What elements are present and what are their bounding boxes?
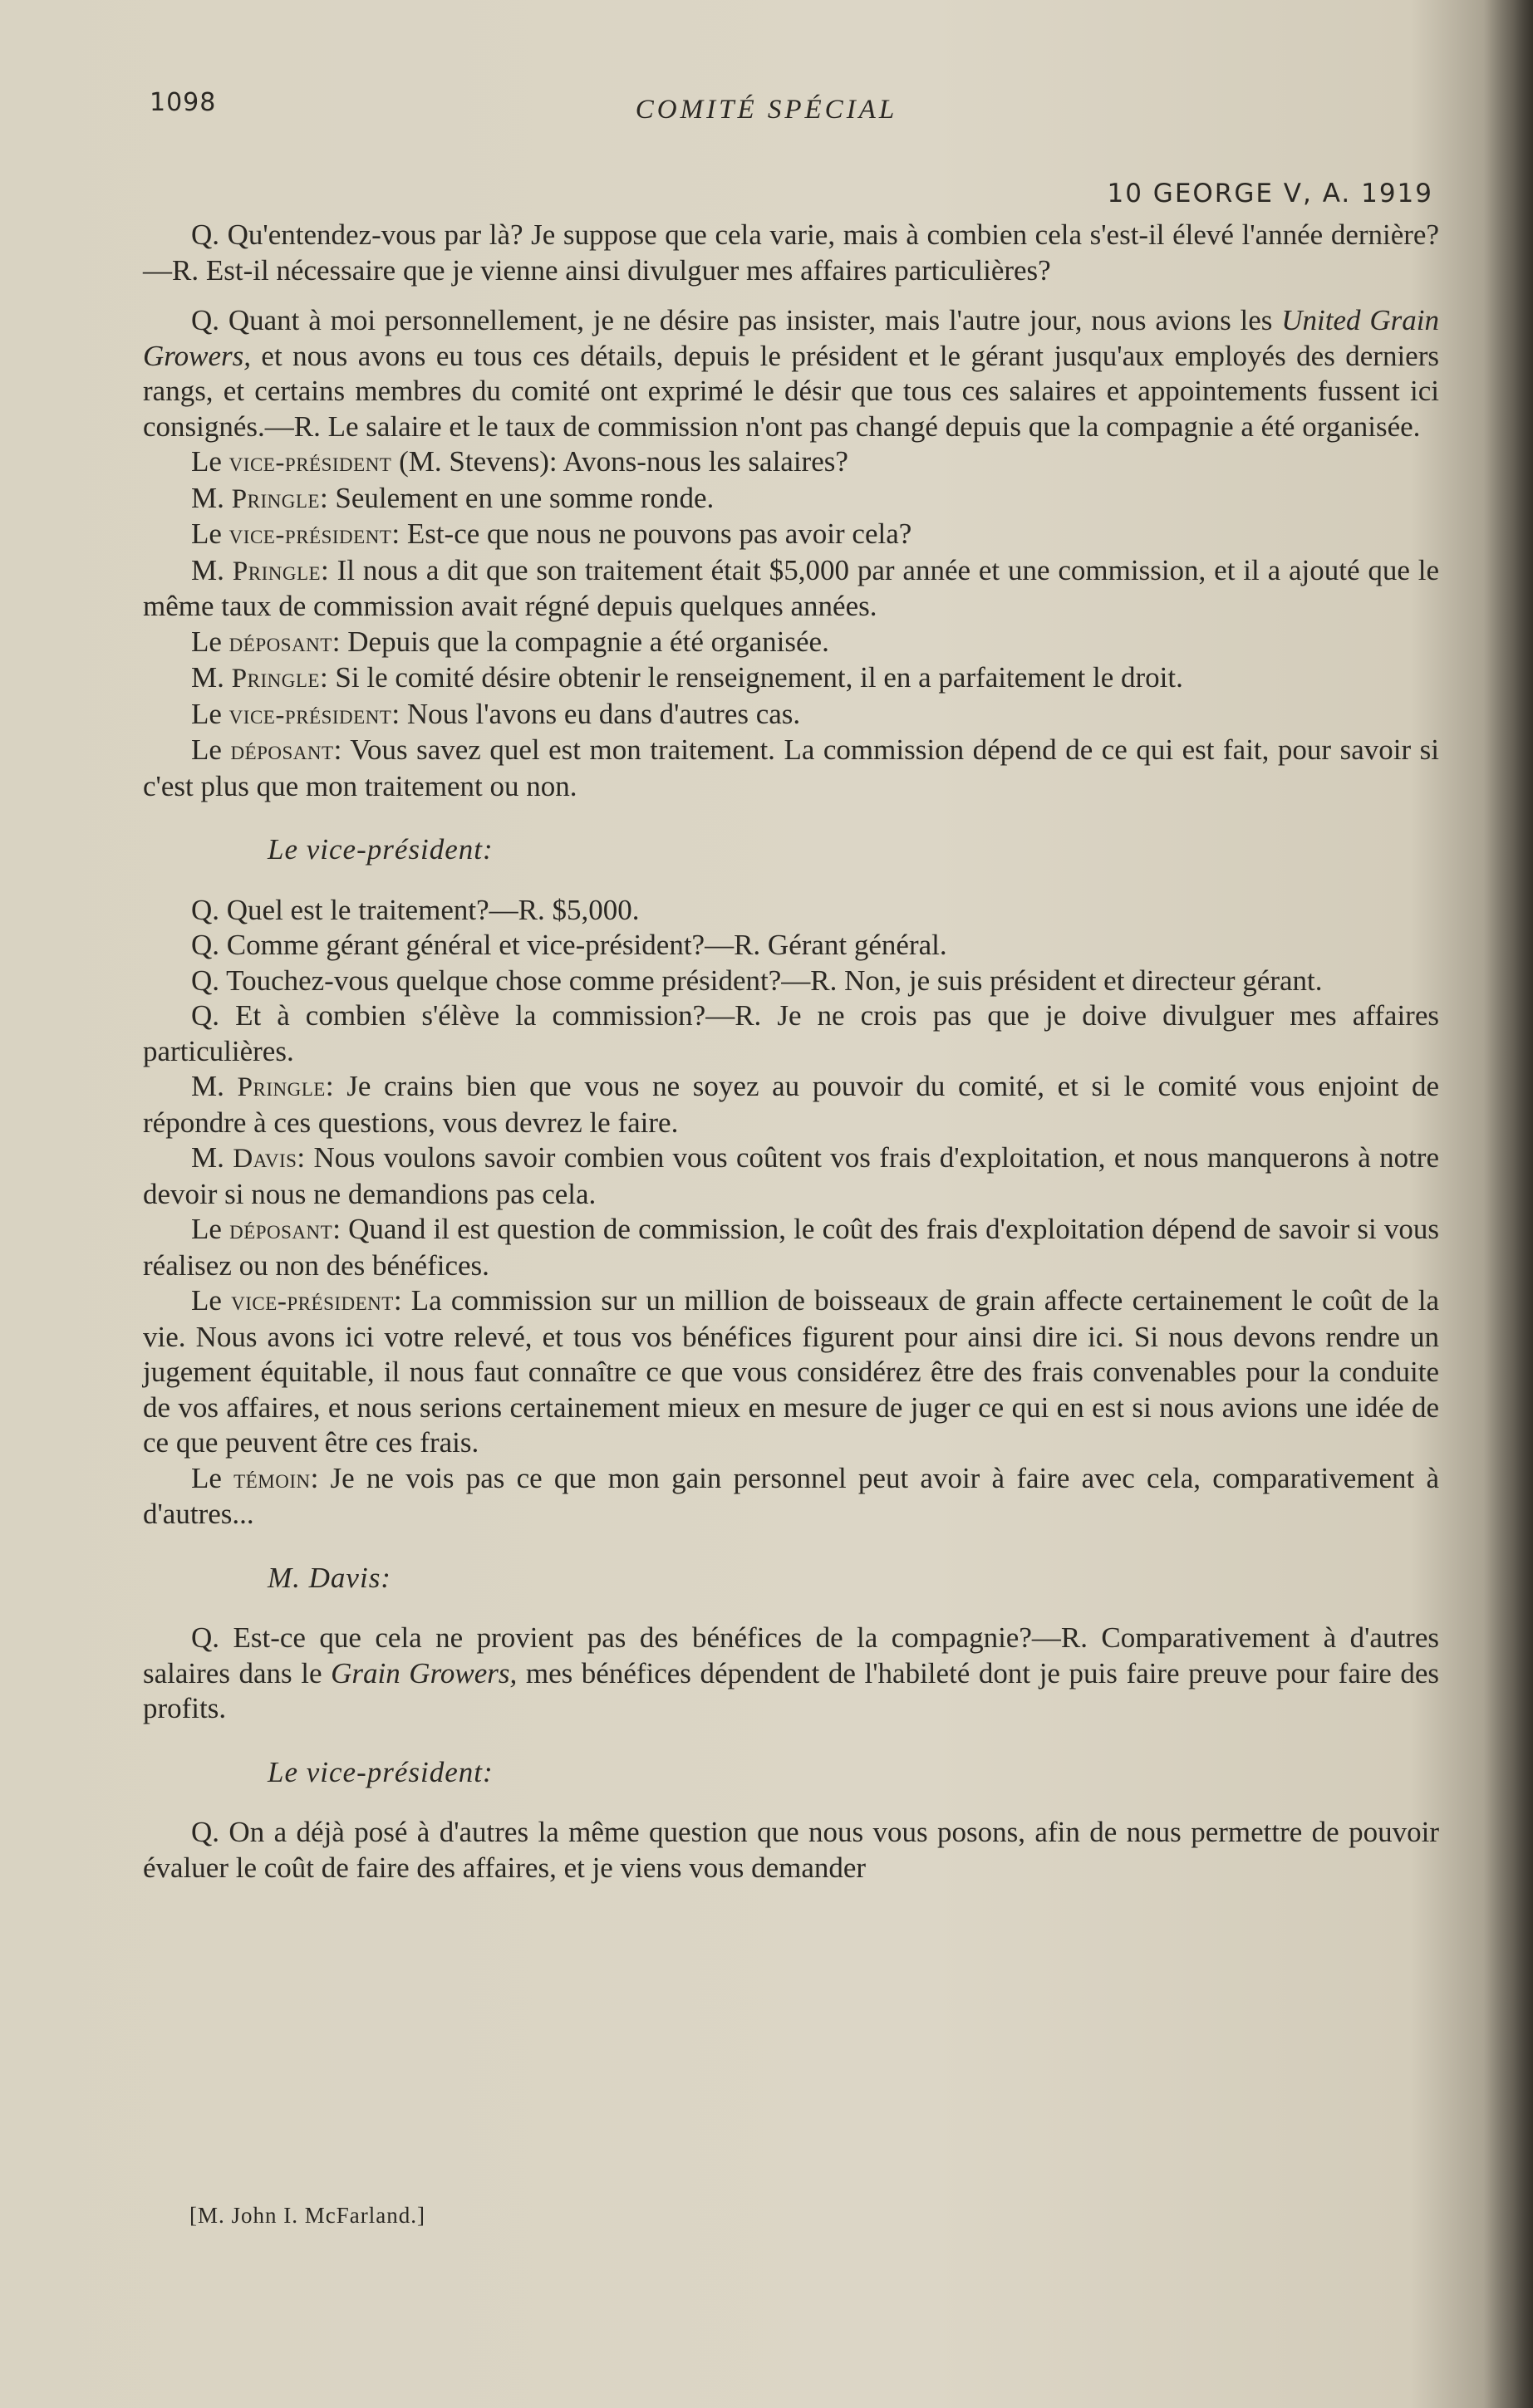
speaker-line: M. Davis: Nous voulons savoir combien vous coûtent vos frais d'exploitation, et nous manquerons à notre devoir si nous ne demandions pas cela. [143, 1141, 1439, 1210]
paragraph: Q. Quel est le traitement?—R. $5,000. [191, 893, 640, 926]
paragraph: Q. Touchez-vous quelque chose comme président?—R. Non, je suis président et directeur gérant. [191, 964, 1323, 997]
speaker-line: M. Pringle: Je crains bien que vous ne soyez au pouvoir du comité, et si le comité vous enjoint de répondre à ces questions, vous devrez le faire. [143, 1070, 1439, 1139]
speaker-line: Le déposant: Vous savez quel est mon traitement. La commission dépend de ce qui est fait, pour savoir si c'est plus que mon traitement ou non. [143, 733, 1440, 802]
speaker-line: Le témoin: Je ne vois pas ce que mon gain personnel peut avoir à faire avec cela, comparativement à d'autres... [143, 1461, 1439, 1530]
speaker-name: vice-président [228, 699, 392, 730]
speaker-line: Le vice-président: Est-ce que nous ne pouvons pas avoir cela? [191, 517, 912, 550]
speaker-name: vice-président [228, 447, 392, 478]
paragraph: Q. Et à combien s'élève la commission?—R. Je ne crois pas que je doive divulguer mes affaires particulières. [143, 999, 1439, 1067]
speaker-name: Pringle [231, 663, 320, 694]
speaker-line: M. Pringle: Seulement en une somme ronde. [191, 481, 715, 514]
speaker-name: déposant [228, 626, 332, 658]
speaker-line: Le déposant: Quand il est question de commission, le coût des frais d'exploitation dépend de savoir si vous réalisez ou non des bénéfices. [143, 1213, 1440, 1282]
speaker-name: Pringle [237, 1072, 326, 1102]
transcript-body [143, 218, 1439, 1886]
speaker-name: déposant [230, 735, 334, 766]
session-reference: 10 GEORGE V, A. 1919 [1107, 179, 1433, 208]
speaker-line: M. Pringle: Si le comité désire obtenir le renseignement, il en a parfaitement le droit. [191, 661, 1183, 694]
speaker-line: M. Pringle: Il nous a dit que son traitement était $5,000 par année et une commission, et il a ajouté que le même taux de commission avait régné depuis quelques années. [143, 553, 1440, 622]
organization-name: Grain Growers, [331, 1656, 518, 1690]
page-number: 1098 [150, 88, 217, 117]
speaker-name: Davis [233, 1143, 297, 1174]
section-heading: M. Davis: [268, 1561, 391, 1594]
speaker-name: témoin [233, 1463, 311, 1494]
speaker-line: Le vice-président: La commission sur un million de boisseaux de grain affecte certainement le coût de la vie. Nous avons ici votre relevé, et tous vos bénéfices figurent pour ainsi dire ici. Si nous devons rendre un jugement équitable, il nous faut connaître ce que vous considérez être des frais convenables pour la conduite de vos affaires, et nous serions certainement mieux en mesure de juger ce qui en est si nous avions une idée de ce que peuvent être ces frais. [143, 1284, 1440, 1459]
running-title: COMITÉ SPÉCIAL [635, 95, 898, 125]
speaker-name: Pringle [231, 483, 320, 514]
speaker-name: Pringle [232, 555, 322, 586]
book-spine-shadow [1483, 0, 1533, 2408]
speaker-name: déposant [229, 1214, 333, 1245]
paragraph: Q. Quant à moi personnellement, je ne désire pas insister, mais l'autre jour, nous avions les United Grain Growers, et nous avons eu tous ces détails, depuis le président et le gérant jusqu'aux employés des derniers rangs, et certains membres du comité ont exprimé le désir que tous ces salaires et appointements fussent ici consignés.—R. Le salaire et le taux de commission n'ont pas changé depuis que la compagnie a été organisée. [143, 304, 1439, 443]
section-heading: Le vice-président: [268, 833, 494, 866]
speaker-name: vice-président [231, 1286, 394, 1317]
witness-footer: [M. John I. McFarland.] [189, 2203, 425, 2228]
paragraph: Q. Est-ce que cela ne provient pas des bénéfices de la compagnie?—R. Comparativement à d'autres salaires dans le Grain Growers, mes bénéfices dépendent de l'habileté dont je puis faire preuve pour faire des profits. [143, 1621, 1439, 1724]
paragraph: Q. Comme gérant général et vice-président?—R. Gérant général. [191, 929, 947, 961]
speaker-name: vice-président [228, 519, 392, 550]
paragraph: Q. Qu'entendez-vous par là? Je suppose que cela varie, mais à combien cela s'est-il élevé l'année dernière?—R. Est-il nécessaire que je vienne ainsi divulguer mes affaires particulières? [143, 218, 1439, 287]
paragraph: Q. On a déjà posé à d'autres la même question que nous vous posons, afin de nous permettre de pouvoir évaluer le coût de faire des affaires, et je viens vous demander [143, 1816, 1439, 1884]
speaker-line: Le déposant: Depuis que la compagnie a été organisée. [191, 625, 829, 658]
speaker-line: Le vice-président (M. Stevens): Avons-nous les salaires? [191, 445, 848, 478]
organization-name: United Grain Growers, [143, 304, 1439, 372]
section-heading: Le vice-président: [268, 1755, 494, 1788]
speaker-line: Le vice-président: Nous l'avons eu dans d'autres cas. [191, 697, 801, 730]
